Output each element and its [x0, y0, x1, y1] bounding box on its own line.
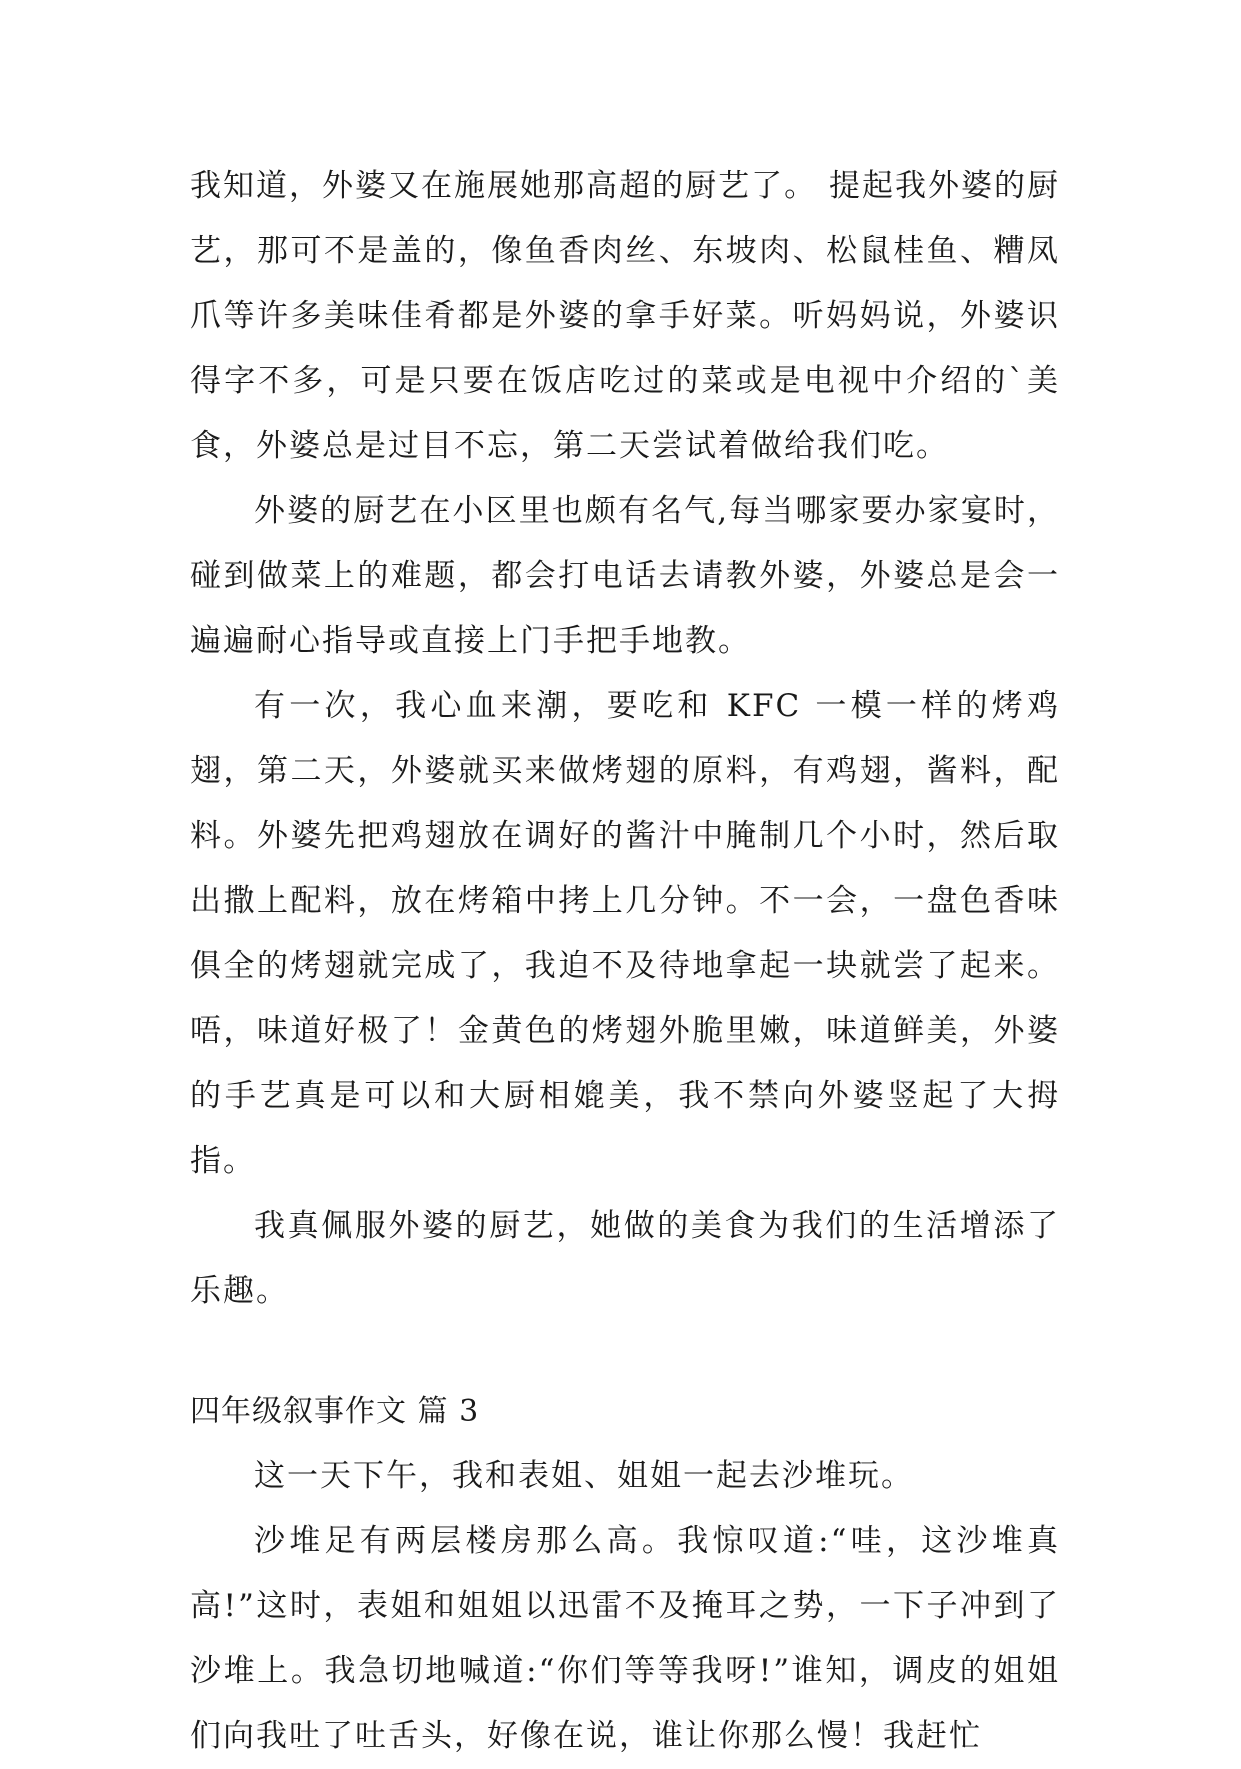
paragraph-chicken-wings: 有一次，我心血来潮，要吃和 KFC 一模一样的烤鸡翅，第二天，外婆就买来做烤翅的原料，有鸡翅，酱料，配料。外婆先把鸡翅放在调好的酱汁中腌制几个小时，然后取出撒上配料，放在烤箱中拷上几分钟。不一会，一盘色香味俱全的烤翅就完成了，我迫不及待地拿起一块就尝了起来。唔，味道好极了！金黄色的烤翅外脆里嫩，味道鲜美，外婆的手艺真是可以和大厨相媲美，我不禁向外婆竖起了大拇指。 — [190, 688, 1060, 1179]
paragraph-admiration: 我真佩服外婆的厨艺，她做的美食为我们的生活增添了乐趣。 — [190, 1208, 1060, 1309]
paragraph-cooking-intro: 我知道，外婆又在施展她那高超的厨艺了。 提起我外婆的厨艺，那可不是盖的，像鱼香肉丝、东坡肉、松鼠桂鱼、糟凤爪等许多美味佳肴都是外婆的拿手好菜。听妈妈说，外婆识得字不多，可是只要在饭店吃过的菜或是电视中介绍的`美食，外婆总是过目不忘，第二天尝试着做给我们吃。 — [190, 168, 1060, 464]
paragraph-sand-pile-climb: 沙堆足有两层楼房那么高。我惊叹道:“哇，这沙堆真高!”这时，表姐和姐姐以迅雷不及掩耳之势，一下子冲到了沙堆上。我急切地喊道:“你们等等我呀!”谁知，调皮的姐姐们向我吐了吐舌头，好像在说，谁让你那么慢！我赶忙 — [190, 1523, 1060, 1754]
paragraph-sand-pile-outing: 这一天下午，我和表姐、姐姐一起去沙堆玩。 — [254, 1458, 914, 1494]
essay-heading: 四年级叙事作文 篇 3 — [190, 1394, 480, 1429]
document-body — [190, 154, 1060, 1769]
paragraph-neighborhood-fame: 外婆的厨艺在小区里也颇有名气,每当哪家要办家宴时，碰到做菜上的难题，都会打电话去请教外婆，外婆总是会一遍遍耐心指导或直接上门手把手地教。 — [190, 493, 1060, 659]
